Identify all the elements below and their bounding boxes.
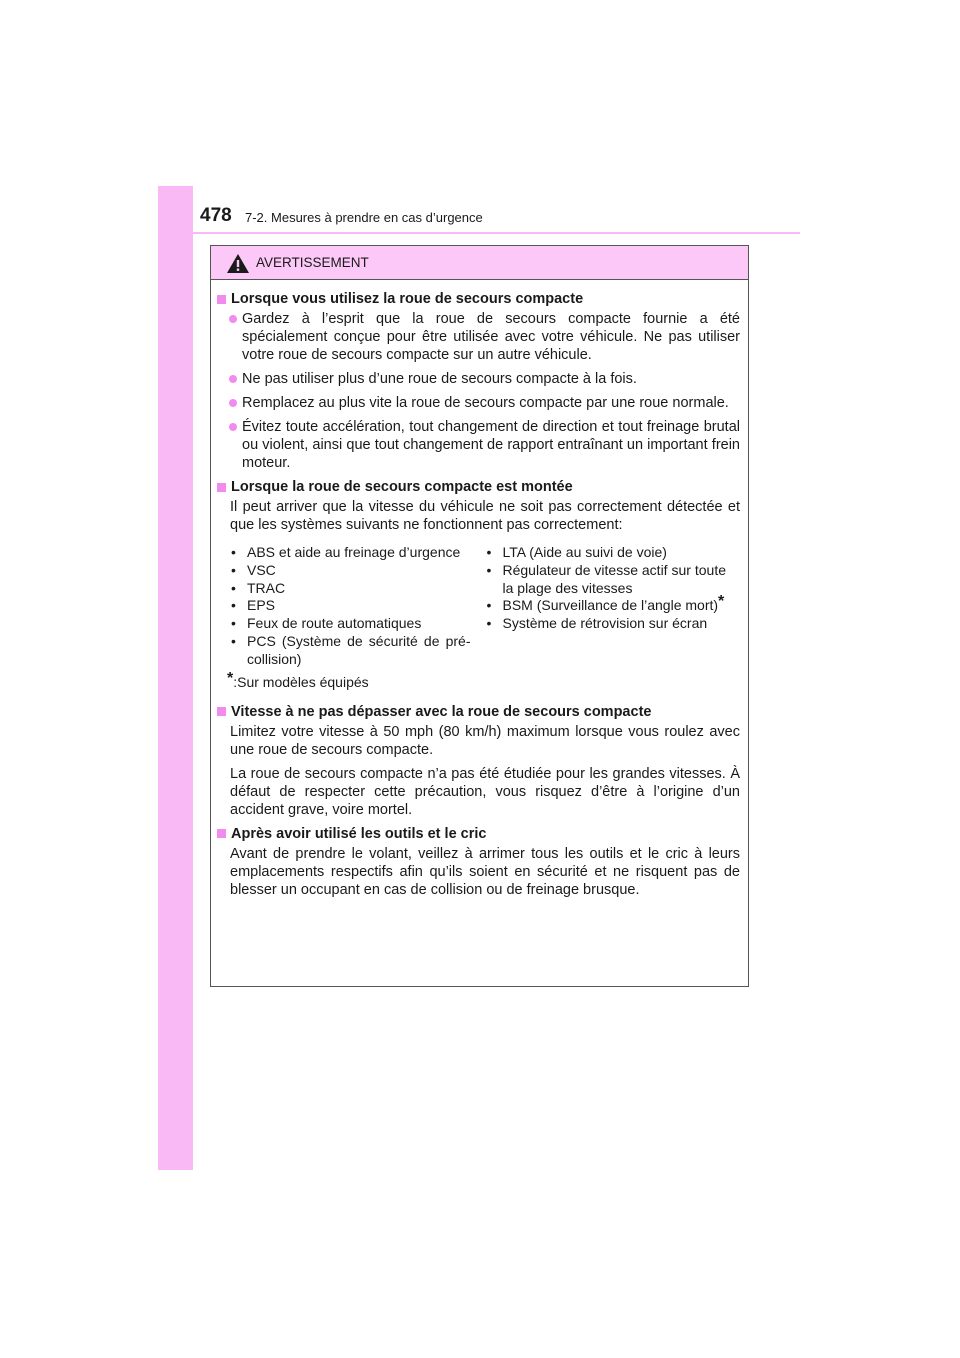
- section-intro: Il peut arriver que la vitesse du véhicule ne soit pas correctement détectée et que les systèmes suivants ne fonctionnent pas correctement:: [230, 499, 740, 533]
- list-item: Gardez à l’esprit que la roue de secours compacte fournie a été spécialement conçue pour être utilisée avec votre véhicule. Ne pas utiliser votre roue de secours compacte sur un autre véhicule.: [229, 310, 740, 364]
- paragraph: Limitez votre vitesse à 50 mph (80 km/h) maximum lorsque vous roulez avec une roue de secours compacte.: [230, 723, 740, 758]
- square-bullet-icon: [217, 707, 226, 716]
- header-rule: [193, 232, 800, 234]
- square-bullet-icon: [217, 829, 226, 838]
- list-item: • EPS: [231, 597, 276, 614]
- round-bullet-icon: [229, 315, 237, 323]
- footnote-marker: *: [227, 669, 234, 687]
- round-bullet-icon: [229, 399, 237, 407]
- list-item: • PCS (Système de sécurité de pré-collision): [231, 632, 471, 667]
- footnote: *:Sur modèles équipés: [227, 669, 369, 690]
- round-bullet-icon: [229, 423, 237, 431]
- list-item: • TRAC: [231, 579, 286, 596]
- list-item: Remplacez au plus vite la roue de secours compacte par une roue normale.: [229, 394, 740, 412]
- warning-title: AVERTISSEMENT: [256, 255, 369, 270]
- section-compact-spare-installed: [217, 478, 740, 691]
- square-bullet-icon: [217, 295, 226, 304]
- warning-content: [211, 280, 748, 899]
- list-item: Ne pas utiliser plus d’une roue de secours compacte à la fois.: [229, 370, 740, 388]
- list-item: • BSM (Surveillance de l’angle mort)*: [486, 593, 725, 614]
- warning-triangle-icon: [227, 254, 249, 273]
- warning-header: [211, 246, 748, 280]
- systems-list-left: [229, 544, 485, 669]
- paragraph: Avant de prendre le volant, veillez à arrimer tous les outils et le cric à leurs emplacements respectifs afin qu’ils soient en sécurité et ne risquent pas de blesser un occupant en cas de collision ou de freinage brusque.: [230, 845, 740, 898]
- page-number: 478: [200, 205, 232, 226]
- section-heading: Lorsque vous utilisez la roue de secours compacte: [217, 290, 740, 308]
- systems-list: [229, 544, 740, 669]
- footnote-marker: *: [718, 593, 725, 611]
- paragraph: La roue de secours compacte n’a pas été étudiée pour les grandes vitesses. À défaut de respecter cette précaution, vous risquez d’être à l’origine d’un accident grave, voire mortel.: [230, 765, 740, 818]
- section-heading: Après avoir utilisé les outils et le cric: [217, 825, 740, 843]
- list-item: • VSC: [231, 561, 276, 578]
- square-bullet-icon: [217, 483, 226, 492]
- section-after-tools: [217, 825, 740, 899]
- section-heading: Vitesse à ne pas dépasser avec la roue de secours compacte: [217, 703, 740, 721]
- list-item: • Régulateur de vitesse actif sur toute la plage des vitesses: [486, 561, 726, 596]
- list-item: • Système de rétrovision sur écran: [486, 615, 708, 632]
- warning-box: [210, 245, 749, 987]
- section-compact-spare-use: [217, 290, 740, 472]
- systems-list-right: [485, 544, 741, 669]
- section-heading: Lorsque la roue de secours compacte est montée: [217, 478, 740, 496]
- section-speed-limit: [217, 703, 740, 819]
- list-item: • LTA (Aide au suivi de voie): [486, 544, 667, 560]
- chapter-title: 7-2. Mesures à prendre en cas d’urgence: [245, 210, 483, 225]
- list-item: • Feux de route automatiques: [231, 615, 422, 632]
- side-color-band: [158, 186, 193, 1170]
- list-item: • ABS et aide au freinage d’urgence: [231, 544, 461, 560]
- round-bullet-icon: [229, 375, 237, 383]
- list-item: Évitez toute accélération, tout changement de direction et tout freinage brutal ou violent, ainsi que tout changement de rapport entraînant un important frein moteur.: [229, 418, 740, 472]
